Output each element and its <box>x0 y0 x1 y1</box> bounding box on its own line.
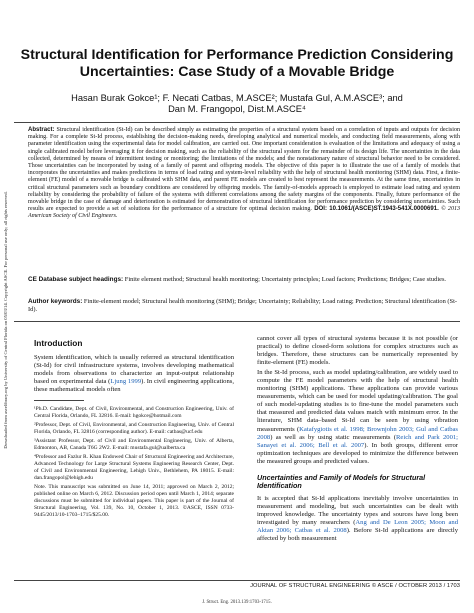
journal-footer: JOURNAL OF STRUCTURAL ENGINEERING © ASCE / OCTOBER 2013 / 1703 <box>250 583 460 589</box>
author-line-1: Hasan Burak Gokce¹; F. Necati Catbas, M.ASCE²; Mustafa Gul, A.M.ASCE³; and <box>71 93 403 103</box>
footnote-1: ¹Ph.D. Candidate, Dept. of Civil, Environmental, and Construction Engineering, Univ. of Central Florida, Orlando, FL 32816. E-mail: hgokce@hotmail.com <box>34 406 234 420</box>
para2-citation-1[interactable]: Katafygiotis et al. 1998; Brownjohn 2003; Gul and Catbas 2008 <box>257 425 458 441</box>
para3-text-b: ). Before St-Id applications are directly affected by both measurement <box>257 527 458 543</box>
para2-text-a: In the St-Id process, such as model updating/calibration, are widely used to compute the FE model parameters with the help of structural health monitoring (SHM) applications. These applications can provide various measurements, which can be used for model updating/calibration. The goal of such model-updating studies is to fine-tune the model parameters such that measured and predicted data values match with minimum error. In the literature, SHM data–based St-Id can be seen by using vibration measurements ( <box>257 369 458 433</box>
keywords-bottom-rule <box>14 321 460 322</box>
download-sidebar-note <box>2 110 10 530</box>
author-list <box>24 93 450 115</box>
manuscript-note: Note. This manuscript was submitted on June 14, 2011; approved on March 2, 2012; published online on March 6, 2012. Discussion period open until March 1, 2014; separate discussions must be submitted for individual papers. This paper is part of the Journal of Structural Engineering, Vol. 139, No. 10, October 1, 2013. ©ASCE, ISSN 0733-9445/2013/10-1703–1715/$25.00. <box>34 483 234 518</box>
para3-citation[interactable]: Ang and De Leon 2005; Moon and Aktan 2006; Catbas et al. 2008 <box>257 519 458 535</box>
right-paragraph-3 <box>257 495 458 543</box>
right-column <box>257 335 458 543</box>
abstract-top-rule <box>14 122 460 123</box>
footnote-4: ⁴Professor and Fazlur R. Khan Endowed Chair of Structural Engineering and Architecture, Advanced Technology for Large Structural Systems Engineering Research Center, Dept. of Civil and Environmental Engineering, Lehigh Univ., Bethlehem, PA 18015. E-mail: dan.frangopol@lehigh.edu <box>34 453 234 481</box>
para2-citation-2[interactable]: Reich and Park 2001; Sanayei et al. 2006; Bell et al. 2007 <box>257 433 459 449</box>
footer-rule <box>14 580 460 581</box>
abstract-text: Structural identification (St-Id) can be described simply as estimating the properties of a structural system based on a correlation of inputs and outputs for decision making. For a complete St-Id process, establishing the decision-making needs, developing analytical and numerical models, and conducting field measurements, along with parameter identification using the experimental data for model calibration, are carried out. One important consideration is evaluation of the limitations and adequacy of using a single calibrated model before leveraging it for decision making, such as the reliability of the structural system for the remainder of its design life. The uncertainties in the data collected, determined by means of intermittent testing or monitoring; the limitations of the models; and the nonstationary nature of structural behavior need to be considered. Those uncertainties can be incorporated by using of a family of parent and offspring models. The objective of this paper is to illustrate the use of a family of models that incorporates the uncertainties and makes predictions in terms of load rating and system-level reliability with the help of structural health monitoring (SHM) data. First, a finite-element (FE) model of a movable bridge is calibrated with SHM data, and parent FE models are created to best represent the measurements. At the same time, uncertainties in critical structural parameters such as boundary conditions are considered by offspring models. The family-of-models approach is employed to estimate load rating and system reliability by considering the probability of failure of the systems with different correlations among the safety margins of the components. Finally, future performance of the movable bridge in the case of damage and deterioration is estimated for demonstration of structural identification for performance prediction by considering uncertainties. Such results are expected to provide a set of solutions for the performance of a structure for optimal decision making. <box>28 127 460 213</box>
uncertainties-subheading: Uncertainties and Family of Models for Structural Identification <box>257 472 426 491</box>
author-keywords-text: Finite-element model; Structural health monitoring (SHM); Bridge; Uncertainty; Reliability; Load rating; Prediction; Structural identification (St-Id). <box>28 298 457 313</box>
author-keywords <box>28 298 460 313</box>
footnote-rule <box>34 400 84 401</box>
introduction-paragraph <box>34 354 234 394</box>
left-column <box>34 338 234 521</box>
intro-text-b: ). In civil engineering applications, these mathematical models often <box>34 378 234 394</box>
para2-text-c: ). In both groups, different error optimization techniques are developed to minimize the difference between the measured groups and predicted values. <box>257 441 458 465</box>
doi-label: DOI: <box>314 206 327 213</box>
author-line-2: Dan M. Frangopol, Dist.M.ASCE⁴ <box>168 104 306 114</box>
footnote-3: ³Assistant Professor, Dept. of Civil and Environmental Engineering, Univ. of Alberta, Edmonton, AB, Canada T6G 2W2. E-mail: mustafa.gul@ualberta.ca <box>34 438 234 451</box>
right-paragraph-2 <box>257 369 458 466</box>
citation-line: J. Struct. Eng. 2013.139:1703-1715. <box>202 600 272 605</box>
ce-database-text: Finite element method; Structural health monitoring; Uncertainty principles; Load factors; Predictions; Bridges; Case studies. <box>123 276 447 283</box>
ce-database-headings <box>28 276 460 284</box>
introduction-heading: Introduction <box>34 338 83 348</box>
abstract-block <box>28 127 460 220</box>
intro-citation[interactable]: Ljung 1999 <box>110 378 142 386</box>
footnote-2: ²Professor, Dept. of Civil, Environmental, and Construction Engineering, Univ. of Central Florida, Orlando, FL 32816 (corresponding author). E-mail: catbas@ucf.edu <box>34 422 234 436</box>
doi-link[interactable]: 10.1061/(ASCE)ST.1943-541X.0000691. <box>329 206 439 213</box>
download-note-text: Downloaded from ascelibrary.org by University of Central Florida on 05/03/14. Copyright ASCE. For personal use only; all rights reserved. <box>3 191 8 449</box>
intro-text-a: System identification, which is usually referred as structural identification (St-Id) for civil infrastructure systems, involves developing mathematical models from observations to characterize an input-output relationship based on experimental data ( <box>34 354 234 386</box>
paper-title: Structural Identification for Performance Prediction Considering Uncertainties: Case Study of a Movable Bridge <box>20 47 454 80</box>
author-keywords-label: Author keywords: <box>28 298 83 305</box>
ce-database-label: CE Database subject headings: <box>28 276 124 283</box>
para3-text-a: It is accepted that St-Id applications inevitably involve uncertainties in measurement and modeling, but such uncertainties can be dealt with improved knowledge. The uncertainty types and sources have long been investigated by many researchers ( <box>257 494 458 527</box>
copyright-text: © 2013 American Society of Civil Engineers. <box>28 206 461 220</box>
abstract-label: Abstract: <box>28 127 55 133</box>
para2-text-b: ) as well as by using static measurements ( <box>270 433 397 441</box>
right-paragraph-1: cannot cover all types of structural systems because it is not possible (or practical) to define closed-form solutions for complex structures such as bridges. Therefore, these structures can be numerically represented by finite-element (FE) models. <box>257 335 458 367</box>
